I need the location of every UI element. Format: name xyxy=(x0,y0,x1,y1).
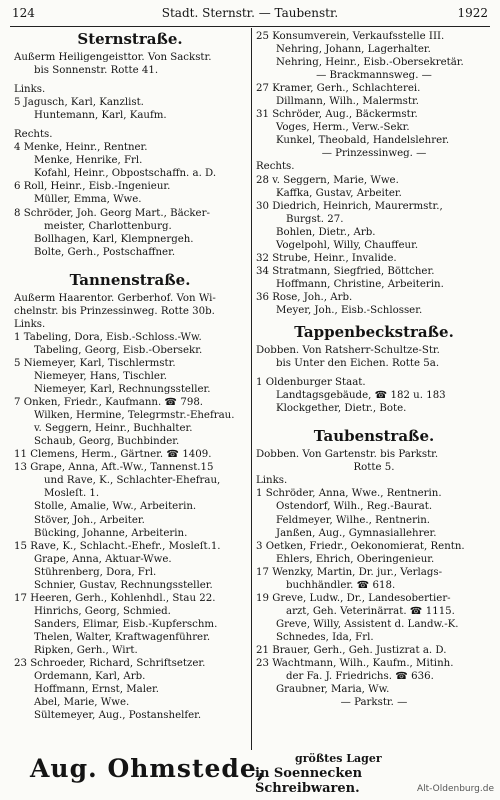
directory-line: Greve, Willy, Assistent d. Landw.-K. xyxy=(276,618,459,630)
directory-line: chelnstr. bis Prinzessinweg. Rotte 30b. xyxy=(14,305,215,317)
directory-line: Bollhagen, Karl, Klempnergeh. xyxy=(34,233,194,245)
column-divider xyxy=(251,28,252,750)
directory-line: Müller, Emma, Wwe. xyxy=(34,194,142,206)
directory-line: Meyer, Joh., Eisb.-Schlosser. xyxy=(276,304,423,316)
directory-line: Hinrichs, Georg, Schmied. xyxy=(34,605,171,617)
directory-line: 11 Clemens, Herm., Gärtner. ☎ 1409. xyxy=(14,449,212,461)
ad-company-name: Aug. Ohmstede, xyxy=(30,754,267,783)
directory-line: Rechts. xyxy=(14,129,53,141)
directory-line: Außerm Heiligengeisttor. Von Sackstr. xyxy=(14,52,212,63)
directory-line: Stührenberg, Dora, Frl. xyxy=(34,566,157,578)
directory-line: — Brackmannsweg. — xyxy=(316,70,432,82)
directory-line: 7 Onken, Friedr., Kaufmann. ☎ 798. xyxy=(14,397,204,409)
directory-line: Nehring, Johann, Lagerhalter. xyxy=(276,44,431,56)
directory-line: Tabeling, Georg, Eisb.-Obersekr. xyxy=(34,344,203,356)
directory-line: Vogelpohl, Willy, Chauffeur. xyxy=(276,239,419,251)
directory-line: 23 Wachtmann, Wilh., Kaufm., Mitinh. xyxy=(256,658,454,670)
watermark: Alt-Oldenburg.de xyxy=(416,784,494,794)
directory-line: Huntemann, Karl, Kaufm. xyxy=(34,110,167,122)
directory-line: Burgst. 27. xyxy=(286,213,344,225)
directory-line: Stolle, Amalie, Ww., Arbeiterin. xyxy=(34,501,197,513)
directory-line: Schnier, Gustav, Rechnungssteller. xyxy=(34,579,213,591)
directory-line: — Prinzessinweg. — xyxy=(321,148,427,160)
directory-line: Bolte, Gerh., Postschaffner. xyxy=(34,246,176,258)
directory-line: 30 Diedrich, Heinrich, Maurermstr., xyxy=(256,200,443,212)
directory-line: 15 Rave, K., Schlacht.-Ehefr., Mosleſt.1. xyxy=(14,540,221,552)
street-heading: Tappenbeckstraße. xyxy=(294,323,454,342)
directory-line: Mosleſt. 1. xyxy=(44,488,100,500)
directory-line: Rechts. xyxy=(256,161,295,173)
directory-line: 19 Greve, Ludw., Dr., Landesobertier- xyxy=(256,592,451,604)
directory-line: Menke, Henrike, Frl. xyxy=(34,155,143,167)
directory-line: Janßen, Aug., Gymnasiallehrer. xyxy=(276,527,437,539)
directory-line: 28 v. Seggern, Marie, Wwe. xyxy=(256,174,399,186)
ad-line-2: in Soennecken Schreibwaren. xyxy=(255,766,363,796)
directory-line: 25 Konsumverein, Verkaufsstelle III. xyxy=(256,31,445,42)
directory-line: bis Unter den Eichen. Rotte 5a. xyxy=(276,358,440,370)
directory-line: Kunkel, Theobald, Handelslehrer. xyxy=(276,135,450,147)
directory-line: Ordemann, Karl, Arb. xyxy=(34,671,146,683)
directory-line: Rotte 5. xyxy=(353,462,395,474)
directory-line: Sanders, Elimar, Eisb.-Kupferschm. xyxy=(34,618,218,630)
directory-line: 1 Tabeling, Dora, Eisb.-Schloss.-Ww. xyxy=(14,331,202,343)
directory-line: — Parkstr. — xyxy=(340,697,408,709)
directory-line: v. Seggern, Heinr., Buchhalter. xyxy=(34,423,193,435)
directory-line: bis Sonnenstr. Rotte 41. xyxy=(34,65,159,77)
directory-line: Bücking, Johanne, Arbeiterin. xyxy=(34,527,188,539)
running-title: Stadt. Sternstr. — Taubenstr. xyxy=(161,6,339,20)
directory-line: 3 Oetken, Friedr., Oekonomierat, Rentn. xyxy=(256,540,465,552)
directory-line: Schaub, Georg, Buchbinder. xyxy=(34,436,180,448)
directory-line: Schnedes, Ida, Frl. xyxy=(276,631,374,643)
directory-line: Bohlen, Dietr., Arb. xyxy=(276,226,376,238)
directory-line: Nehring, Heinr., Eisb.-Obersekretär. xyxy=(276,57,464,69)
directory-line: Ehlers, Ehrich, Oberingenieur. xyxy=(276,553,435,565)
right-column xyxy=(256,30,492,709)
directory-line: Landtagsgebäude, ☎ 182 u. 183 xyxy=(276,390,446,402)
directory-line: 5 Niemeyer, Karl, Tischlermstr. xyxy=(14,357,176,369)
directory-line: Thelen, Walter, Kraftwagenführer. xyxy=(34,631,211,643)
directory-line: Voges, Herm., Verw.-Sekr. xyxy=(276,122,410,134)
directory-line: 17 Heeren, Gerh., Kohlenhdl., Stau 22. xyxy=(14,592,216,604)
directory-line: Dillmann, Wilh., Malermstr. xyxy=(276,96,419,108)
directory-line: Hoffmann, Ernst, Maler. xyxy=(34,684,160,696)
directory-line: 1 Oldenburger Staat. xyxy=(256,377,366,389)
directory-line: Wilken, Hermine, Telegrmstr.-Ehefrau. xyxy=(34,410,235,422)
directory-line: Feldmeyer, Wilhe., Rentnerin. xyxy=(276,514,431,526)
directory-line: 1 Schröder, Anna, Wwe., Rentnerin. xyxy=(256,488,442,500)
directory-line: 4 Menke, Heinr., Rentner. xyxy=(14,142,148,154)
directory-line: Abel, Marie, Wwe. xyxy=(34,697,130,709)
street-heading: Taubenstraße. xyxy=(313,427,435,446)
header-rule xyxy=(10,26,490,27)
directory-line: Grape, Anna, Aktuar-Wwe. xyxy=(34,553,172,565)
directory-line: 13 Grape, Anna, Aft.-Ww., Tannenst.15 xyxy=(14,462,214,474)
directory-line: Außerm Haarentor. Gerberhof. Von Wi- xyxy=(14,292,216,304)
directory-line: Kaffka, Gustav, Arbeiter. xyxy=(276,187,402,199)
directory-line: buchhändler. ☎ 618. xyxy=(286,579,396,591)
directory-line: Links. xyxy=(256,475,288,487)
directory-line: 34 Stratmann, Siegfried, Böttcher. xyxy=(256,265,435,277)
page-number: 124 xyxy=(12,6,35,20)
directory-line: 27 Kramer, Gerh., Schlachterei. xyxy=(256,83,421,95)
directory-line: 21 Brauer, Gerh., Geh. Justizrat a. D. xyxy=(256,644,447,656)
directory-line: arzt, Geh. Veterinärrat. ☎ 1115. xyxy=(286,605,455,617)
directory-line: 6 Roll, Heinr., Eisb.-Ingenieur. xyxy=(14,181,171,193)
year: 1922 xyxy=(457,6,488,20)
directory-line: 31 Schröder, Aug., Bäckermstr. xyxy=(256,109,418,121)
directory-line: meister, Charlottenburg. xyxy=(44,220,172,232)
directory-line: der Fa. J. Friedrichs. ☎ 636. xyxy=(286,671,434,683)
street-heading: Sternstraße. xyxy=(77,30,183,48)
directory-line: Kofahl, Heinr., Obpostschaffn. a. D. xyxy=(34,168,217,180)
directory-line: Ripken, Gerh., Wirt. xyxy=(34,644,138,656)
page-header xyxy=(12,6,488,22)
street-heading: Tannenstraße. xyxy=(69,270,191,289)
directory-line: Hoffmann, Christine, Arbeiterin. xyxy=(276,278,444,290)
directory-line: Links. xyxy=(14,84,46,96)
directory-line: 23 Schroeder, Richard, Schriftsetzer. xyxy=(14,658,206,670)
directory-line: Ostendorf, Wilh., Reg.-Baurat. xyxy=(276,501,433,513)
directory-line: 8 Schröder, Joh. Georg Mart., Bäcker- xyxy=(14,207,210,219)
directory-line: Niemeyer, Hans, Tischler. xyxy=(34,370,167,382)
ad-line-1: größtes Lager xyxy=(295,752,382,765)
directory-line: Stöver, Joh., Arbeiter. xyxy=(34,514,145,526)
directory-line: Sültemeyer, Aug., Postanshelfer. xyxy=(34,710,202,722)
directory-line: Graubner, Maria, Ww. xyxy=(276,684,390,696)
directory-line: Links. xyxy=(14,318,46,330)
directory-line: Dobben. Von Gartenstr. bis Parkstr. xyxy=(256,449,439,461)
left-column xyxy=(14,30,246,722)
directory-line: 36 Rose, Joh., Arb. xyxy=(256,291,353,303)
directory-line: und Rave, K., Schlachter-Ehefrau, xyxy=(44,475,221,487)
directory-line: 32 Strube, Heinr., Invalide. xyxy=(256,252,397,264)
directory-line: 17 Wenzky, Martin, Dr. jur., Verlags- xyxy=(256,566,443,578)
directory-line: Niemeyer, Karl, Rechnungssteller. xyxy=(34,384,211,396)
directory-line: 5 Jagusch, Karl, Kanzlist. xyxy=(14,97,144,109)
directory-line: Dobben. Von Ratsherr-Schultze-Str. xyxy=(256,345,440,357)
directory-line: Klockgether, Dietr., Bote. xyxy=(276,403,407,415)
